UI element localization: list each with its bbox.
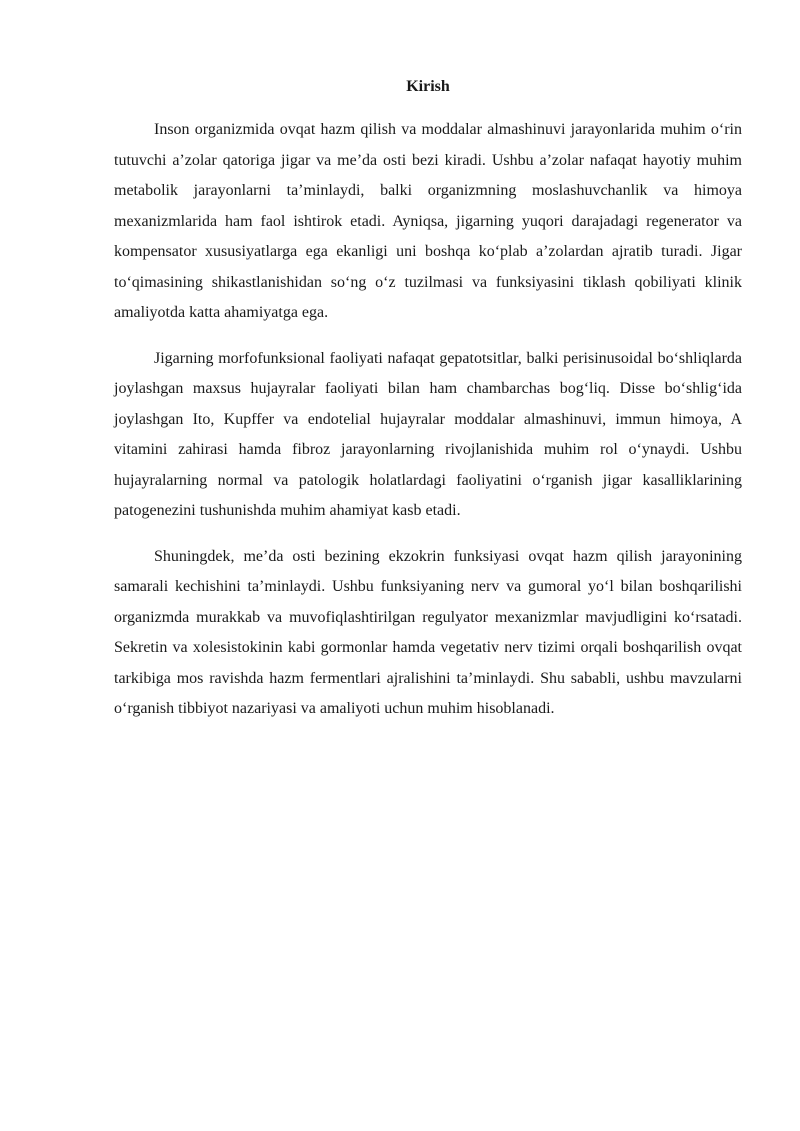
- paragraph-3: Shuningdek, me’da osti bezining ekzokrin funksiyasi ovqat hazm qilish jarayonining samarali kechishini ta’minlaydi. Ushbu funksiyaning nerv va gumoral yo‘l bilan boshqarilishi organizmda murakkab va muvofiqlashtirilgan regulyator mexanizmlar mavjudligini ko‘rsatadi. Sekretin va xolesistokinin kabi gormonlar hamda vegetativ nerv tizimi orqali boshqarilish ovqat tarkibiga mos ravishda hazm fermentlari ajralishini ta’minlaydi. Shu sababli, ushbu mavzularni o‘rganish tibbiyot nazariyasi va amaliyoti uchun muhim hisoblanadi.: [114, 547, 742, 717]
- page-title: Kirish: [406, 78, 450, 95]
- paragraph-1: Inson organizmida ovqat hazm qilish va moddalar almashinuvi jarayonlarida muhim o‘rin tutuvchi a’zolar qatoriga jigar va me’da osti bezi kiradi. Ushbu a’zolar nafaqat hayotiy muhim metabolik jarayonlarni ta’minlaydi, balki organizmning moslashuvchanlik va himoya mexanizmlarida ham faol ishtirok etadi. Ayniqsa, jigarning yuqori darajadagi regenerator va kompensator xususiyatlarga ega ekanligi uni boshqa ko‘plab a’zolardan ajratib turadi. Jigar to‘qimasining shikastlanishidan so‘ng o‘z tuzilmasi va funksiyasini tiklash qobiliyati klinik amaliyotda katta ahamiyatga ega.: [114, 121, 742, 321]
- paragraph-2: Jigarning morfofunksional faoliyati nafaqat gepatotsitlar, balki perisinusoidal bo‘shliqlarda joylashgan maxsus hujayralar faoliyati bilan ham chambarchas bog‘liq. Disse bo‘shlig‘ida joylashgan Ito, Kupffer va endotelial hujayralar moddalar almashinuvi, immun himoya, A vitamini zahirasi hamda fibroz jarayonlarning rivojlanishida muhim rol o‘ynaydi. Ushbu hujayralarning normal va patologik holatlardagi faoliyatini o‘rganish jigar kasalliklarining patogenezini tushunishda muhim ahamiyat kasb etadi.: [114, 349, 742, 519]
- document-body: [114, 74, 742, 740]
